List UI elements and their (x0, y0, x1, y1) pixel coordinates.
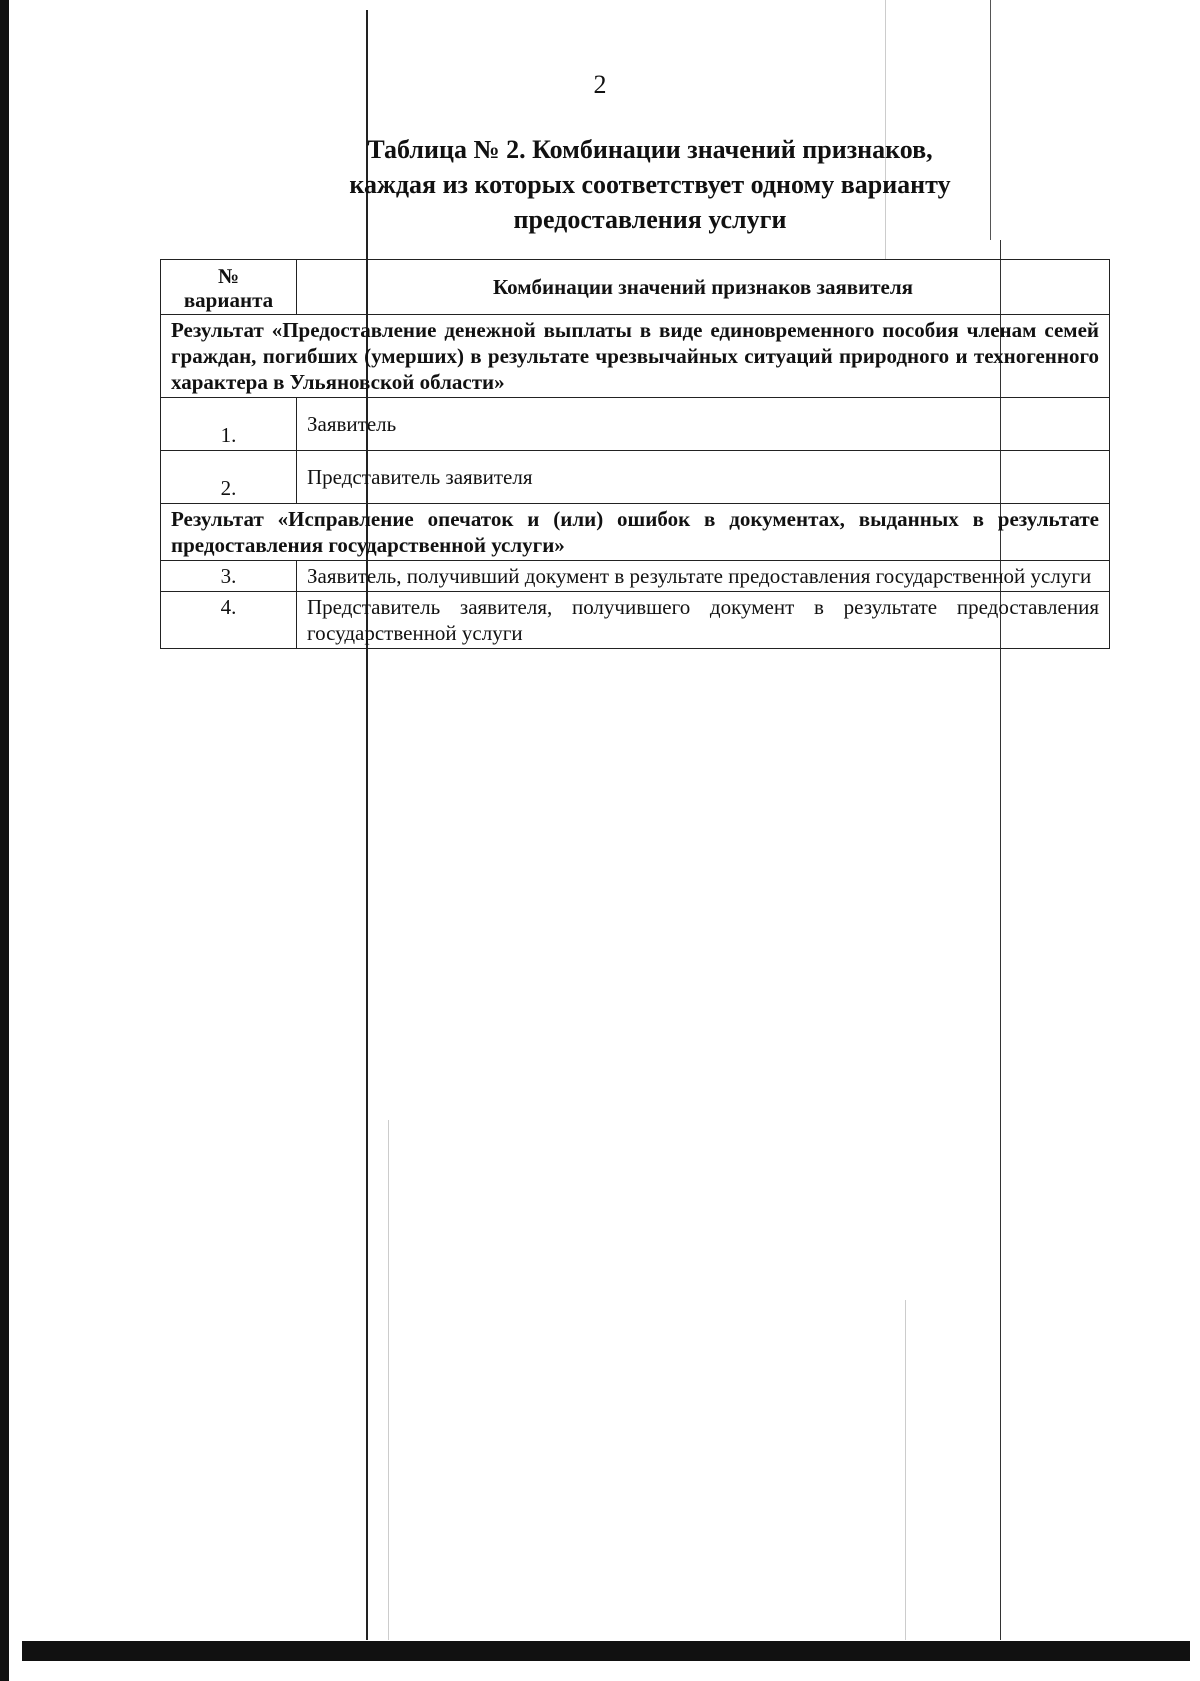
title-line: предоставления услуги (513, 205, 787, 234)
variants-table (160, 259, 1110, 649)
table-row (161, 398, 1110, 451)
variant-number: 3. (161, 561, 297, 592)
variant-combination: Представитель заявителя (297, 451, 1110, 504)
scan-artifact-line (366, 10, 368, 1640)
document-title (200, 132, 1100, 237)
header-num-symbol: № (217, 264, 240, 288)
variant-number: 4. (161, 592, 297, 649)
table-row (161, 592, 1110, 649)
variant-combination: Представитель заявителя, получившего документ в результате предоставления государственной услуги (297, 592, 1110, 649)
header-num-label: варианта (183, 288, 274, 312)
scan-bottom-edge (22, 1641, 1190, 1661)
scan-artifact-faint (905, 1300, 906, 1640)
table-row (161, 561, 1110, 592)
result-title: Результат «Предоставление денежной выплаты в виде единовременного пособия членам семей граждан, погибших (умерших) в результате чрезвычайных ситуаций природного и техногенного характера в Ульяновской области» (161, 315, 1110, 398)
result-title: Результат «Исправление опечаток и (или) ошибок в документах, выданных в результате предоставления государственной услуги» (161, 504, 1110, 561)
variant-combination: Заявитель, получивший документ в результате предоставления государственной услуги (297, 561, 1110, 592)
scan-artifact-faint (388, 1120, 389, 1640)
title-line: Таблица № 2. Комбинации значений признаков, (367, 135, 933, 164)
variant-number: 2. (161, 451, 297, 504)
header-combination: Комбинации значений признаков заявителя (297, 260, 1110, 315)
page-number: 2 (593, 70, 607, 99)
variant-combination: Заявитель (297, 398, 1110, 451)
table-row (161, 451, 1110, 504)
title-line: каждая из которых соответствует одному варианту (349, 170, 951, 199)
scan-left-edge (0, 0, 9, 1681)
table-header-row (161, 260, 1110, 315)
result-section-row (161, 315, 1110, 398)
variant-number: 1. (161, 398, 297, 451)
header-variant-number (161, 260, 297, 315)
result-section-row (161, 504, 1110, 561)
